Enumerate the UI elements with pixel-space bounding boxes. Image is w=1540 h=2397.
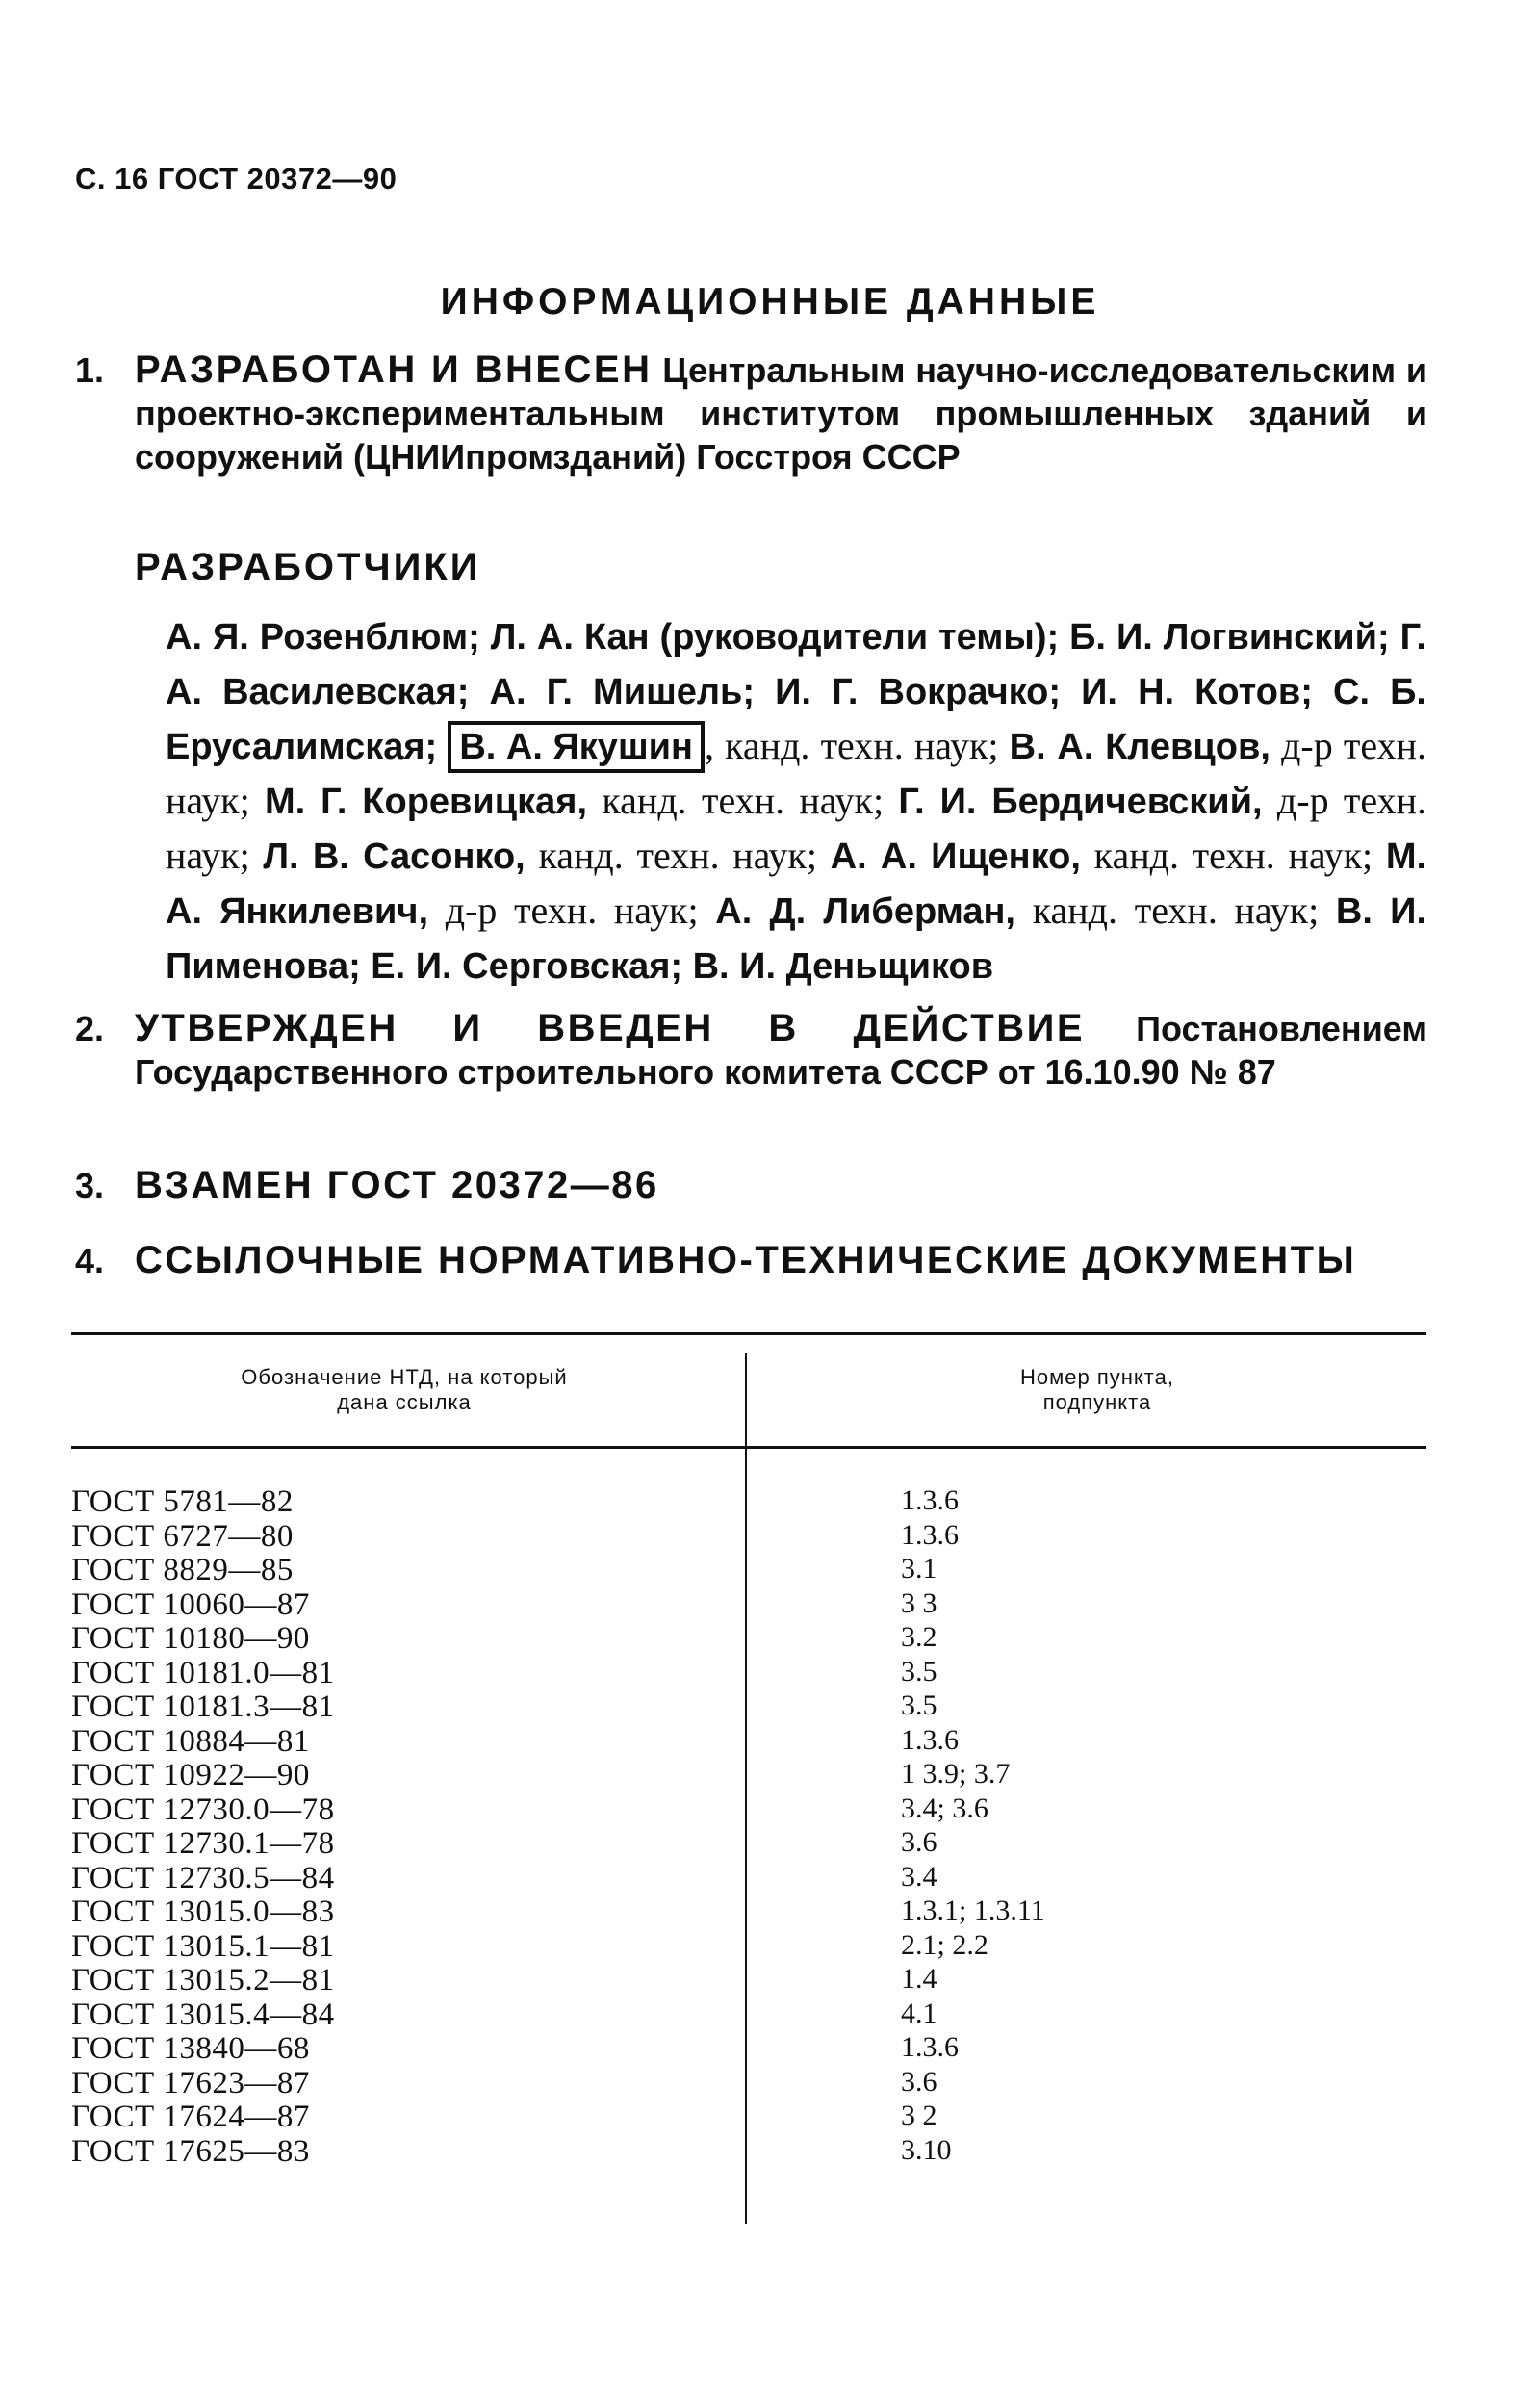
developer-name: Г. И. Бердичевский, [898, 782, 1263, 822]
section-number: 1. [75, 350, 105, 390]
developer-title: канд. техн. наук; [538, 834, 817, 877]
reference-document: ГОСТ 12730.0—78 [71, 1791, 335, 1827]
reference-document: ГОСТ 17624—87 [71, 2100, 310, 2134]
section-3 [75, 1164, 1427, 1207]
section-text: ССЫЛОЧНЫЕ НОРМАТИВНО-ТЕХНИЧЕСКИЕ ДОКУМЕНТЫ [135, 1239, 1357, 1281]
section-2 [75, 1007, 1427, 1094]
table-row [71, 1621, 1426, 1656]
clause-number: 1.3.6 [901, 1484, 959, 1516]
table-top-rule [71, 1332, 1426, 1335]
column-header-item [866, 1365, 1328, 1415]
table-row [71, 1724, 1426, 1759]
reference-document: ГОСТ 12730.1—78 [71, 1826, 335, 1861]
clause-number: 4.1 [901, 1997, 937, 2029]
table-row [71, 1792, 1426, 1827]
clause-number: 3.1 [901, 1553, 937, 1585]
clause-number: 3 3 [901, 1586, 937, 1619]
table-row [71, 1963, 1426, 1998]
reference-document: ГОСТ 13015.1—81 [71, 1928, 335, 1964]
developer-title: канд. техн. наук; [602, 779, 885, 822]
reference-document: ГОСТ 6727—80 [71, 1518, 294, 1554]
column-header-line: Обозначение НТД, на который [241, 1365, 568, 1389]
table-row [71, 1894, 1426, 1929]
developers-names: А. Я. Розенблюм; Л. А. Кан (руководители темы); Б. И. Логвинский; Г. А. Василевская; А. Г. Мишель; И. Г. Вокрачко; И. Н. Котов; С. Б. Ерусалимская; [166, 617, 1426, 767]
developer-title: , канд. техн. наук; [704, 724, 999, 767]
reference-document: ГОСТ 12730.5—84 [71, 1860, 335, 1895]
developer-name: М. А. Янкилевич, [166, 837, 1427, 932]
table-row [71, 1998, 1426, 2032]
clause-number: 1 3.9; 3.7 [901, 1758, 1011, 1790]
section-number: 4. [75, 1241, 105, 1280]
clause-number: 3.4 [901, 1860, 937, 1893]
developer-title: д-р техн. наук; [445, 889, 699, 932]
developer-title: д-р техн. наук; [166, 724, 1426, 822]
table-row [71, 2031, 1426, 2066]
clause-number: 3.5 [901, 1689, 937, 1721]
developers-heading: РАЗРАБОТЧИКИ [135, 546, 481, 588]
reference-document: ГОСТ 10884—81 [71, 1723, 310, 1759]
table-row [71, 1826, 1426, 1861]
running-head: С. 16 ГОСТ 20372—90 [75, 162, 398, 195]
column-header-document [144, 1365, 664, 1415]
section-number: 2. [75, 1009, 105, 1048]
section-text: Постановлением Государственного строительного комитета СССР от 16.10.90 № 87 [135, 1009, 1427, 1092]
section-text: Центральным научно-исследовательским и проектно-экспериментальным институтом промышленных зданий и сооружений (ЦНИИпромзданий) Госстроя СССР [135, 350, 1427, 477]
reference-document: ГОСТ 17623—87 [71, 2065, 310, 2101]
reference-document: ГОСТ 13015.4—84 [71, 1997, 335, 2032]
clause-number: 2.1; 2.2 [901, 1928, 988, 1961]
table-row [71, 1929, 1426, 1964]
reference-document: ГОСТ 8829—85 [71, 1553, 294, 1587]
developers-list [166, 609, 1426, 993]
developer-title: канд. техн. наук; [1032, 889, 1320, 932]
table-row [71, 1689, 1426, 1724]
reference-document: ГОСТ 10180—90 [71, 1621, 310, 1656]
section-1 [75, 348, 1427, 478]
clause-number: 1.4 [901, 1963, 937, 1995]
developer-title: канд. техн. наук; [1093, 834, 1373, 877]
developer-title: д-р техн. наук; [166, 779, 1426, 877]
table-row [71, 1861, 1426, 1895]
reference-document: ГОСТ 10181.0—81 [71, 1655, 335, 1690]
developer-name: В. А. Клевцов, [1009, 727, 1270, 767]
reference-document: ГОСТ 10181.3—81 [71, 1689, 335, 1724]
developer-name: А. Д. Либерман, [715, 891, 1015, 932]
column-header-line: Номер пункта, [1020, 1365, 1174, 1389]
column-header-line: дана ссылка [337, 1390, 472, 1414]
page-title: ИНФОРМАЦИОННЫЕ ДАННЫЕ [440, 281, 1100, 322]
clause-number: 3 2 [901, 2100, 937, 2131]
section-4 [75, 1239, 1427, 1282]
reference-document: ГОСТ 13840—68 [71, 2031, 310, 2066]
developer-name: Л. В. Сасонко, [263, 837, 526, 877]
section-text: ВЗАМЕН ГОСТ 20372—86 [135, 1164, 659, 1206]
table-row [71, 1553, 1426, 1587]
developer-name: М. Г. Коревицкая, [265, 782, 588, 822]
developer-name: А. А. Ищенко, [830, 837, 1081, 877]
reference-document: ГОСТ 13015.0—83 [71, 1894, 335, 1929]
clause-number: 1.3.1; 1.3.11 [901, 1894, 1045, 1926]
clause-number: 3.6 [901, 2065, 937, 2098]
boxed-name: В. А. Якушин [448, 721, 705, 773]
clause-number: 3.6 [901, 1826, 937, 1858]
clause-number: 3.2 [901, 1621, 937, 1653]
section-body [135, 1007, 1427, 1094]
clause-number: 1.3.6 [901, 1518, 959, 1551]
clause-number: 1.3.6 [901, 1723, 959, 1756]
clause-number: 3.5 [901, 1655, 937, 1688]
reference-document: ГОСТ 13015.2—81 [71, 1963, 335, 1998]
table-header-rule [71, 1446, 1426, 1449]
clause-number: 1.3.6 [901, 2031, 959, 2063]
reference-document: ГОСТ 5781—82 [71, 1484, 294, 1519]
table-row [71, 2066, 1426, 2101]
table-row [71, 1519, 1426, 1554]
reference-document: ГОСТ 10060—87 [71, 1586, 310, 1622]
section-number: 3. [75, 1166, 105, 1205]
table-row [71, 2100, 1426, 2134]
reference-document: ГОСТ 10922—90 [71, 1758, 310, 1792]
clause-number: 3.4; 3.6 [901, 1791, 988, 1824]
column-header-line: подпункта [1042, 1390, 1152, 1414]
table-row [71, 1484, 1426, 1519]
section-body [135, 348, 1427, 478]
table-row [71, 1758, 1426, 1792]
table-row [71, 1656, 1426, 1690]
developer-name: В. И. Пименова; Е. И. Серговская; В. И. Деньщиков [166, 891, 1427, 987]
reference-table-body [71, 1484, 1426, 2168]
reference-document: ГОСТ 17625—83 [71, 2133, 310, 2169]
section-lead: УТВЕРЖДЕН И ВВЕДЕН В ДЕЙСТВИЕ [135, 1007, 1086, 1049]
section-lead: РАЗРАБОТАН И ВНЕСЕН [135, 348, 653, 391]
table-row [71, 2134, 1426, 2169]
table-row [71, 1587, 1426, 1622]
clause-number: 3.10 [901, 2133, 952, 2166]
